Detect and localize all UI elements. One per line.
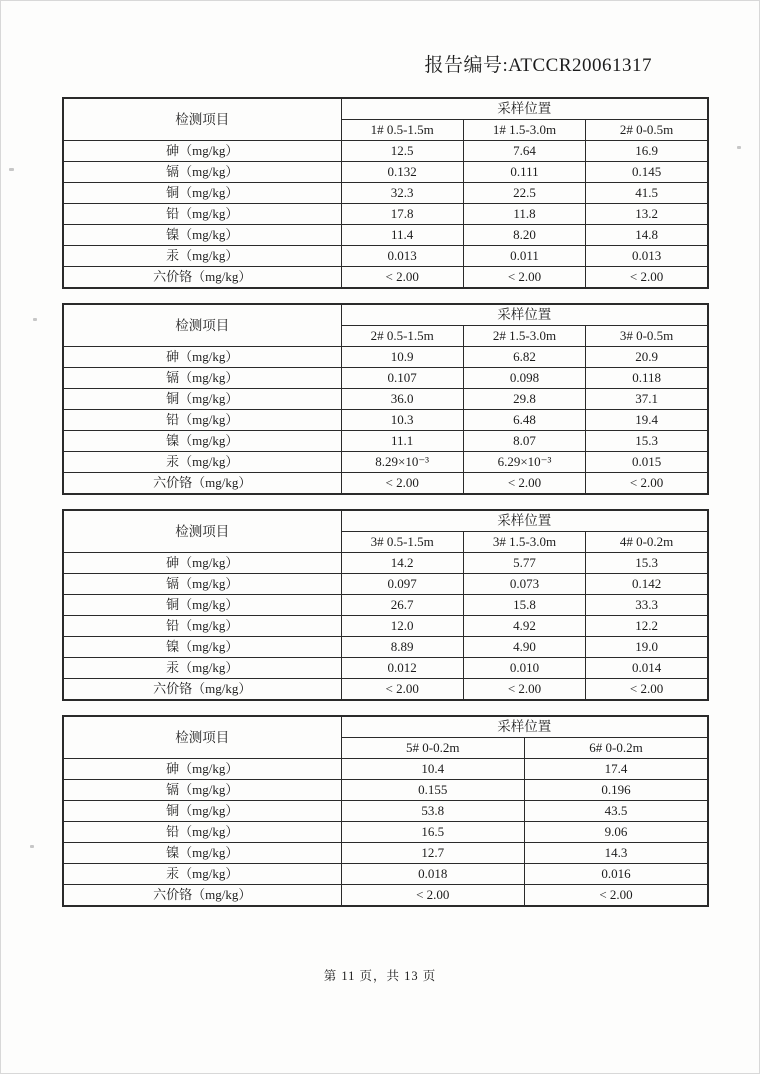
row-label: 汞（mg/kg）	[63, 864, 341, 885]
column-header: 2# 0-0.5m	[586, 120, 708, 141]
header-row-1	[63, 98, 708, 120]
tables-container	[62, 97, 707, 921]
value-cell: < 2.00	[341, 679, 463, 701]
table-row	[63, 267, 708, 289]
value-cell: 43.5	[525, 801, 709, 822]
value-cell: 11.4	[341, 225, 463, 246]
value-cell: 29.8	[463, 389, 585, 410]
row-label: 铜（mg/kg）	[63, 183, 341, 204]
scan-artifact	[30, 845, 34, 848]
row-label: 六价铬（mg/kg）	[63, 885, 341, 907]
value-cell: 0.015	[586, 452, 708, 473]
value-cell: 16.9	[586, 141, 708, 162]
measurement-table-3	[62, 509, 709, 701]
value-cell: 0.107	[341, 368, 463, 389]
value-cell: 53.8	[341, 801, 525, 822]
value-cell: 14.2	[341, 553, 463, 574]
location-header: 采样位置	[341, 716, 708, 738]
row-label: 铅（mg/kg）	[63, 410, 341, 431]
table-row	[63, 225, 708, 246]
row-label: 镍（mg/kg）	[63, 637, 341, 658]
value-cell: 22.5	[463, 183, 585, 204]
row-label: 砷（mg/kg）	[63, 759, 341, 780]
table-row	[63, 658, 708, 679]
column-header: 1# 0.5-1.5m	[341, 120, 463, 141]
table-row	[63, 246, 708, 267]
table-row	[63, 368, 708, 389]
value-cell: 0.010	[463, 658, 585, 679]
table-row	[63, 553, 708, 574]
column-header: 2# 1.5-3.0m	[463, 326, 585, 347]
value-cell: 8.20	[463, 225, 585, 246]
row-label: 铅（mg/kg）	[63, 616, 341, 637]
value-cell: 7.64	[463, 141, 585, 162]
value-cell: 4.92	[463, 616, 585, 637]
row-label: 镍（mg/kg）	[63, 431, 341, 452]
row-label: 砷（mg/kg）	[63, 141, 341, 162]
table-row	[63, 431, 708, 452]
header-row-1	[63, 510, 708, 532]
column-header: 1# 1.5-3.0m	[463, 120, 585, 141]
value-cell: 4.90	[463, 637, 585, 658]
value-cell: 8.29×10⁻³	[341, 452, 463, 473]
value-cell: 0.011	[463, 246, 585, 267]
value-cell: 0.018	[341, 864, 525, 885]
location-header: 采样位置	[341, 304, 708, 326]
row-label: 镉（mg/kg）	[63, 368, 341, 389]
item-col-header: 检测项目	[63, 510, 341, 553]
value-cell: < 2.00	[586, 267, 708, 289]
value-cell: < 2.00	[586, 473, 708, 495]
table-row	[63, 864, 708, 885]
row-label: 镉（mg/kg）	[63, 574, 341, 595]
value-cell: 16.5	[341, 822, 525, 843]
value-cell: 10.9	[341, 347, 463, 368]
table-row	[63, 204, 708, 225]
value-cell: 19.4	[586, 410, 708, 431]
value-cell: 41.5	[586, 183, 708, 204]
table-row	[63, 780, 708, 801]
column-header: 4# 0-0.2m	[586, 532, 708, 553]
value-cell: 0.098	[463, 368, 585, 389]
value-cell: 6.48	[463, 410, 585, 431]
report-number: 报告编号:ATCCR20061317	[424, 55, 652, 76]
value-cell: 11.8	[463, 204, 585, 225]
value-cell: 32.3	[341, 183, 463, 204]
measurement-table-4	[62, 715, 709, 907]
value-cell: < 2.00	[341, 267, 463, 289]
value-cell: 15.3	[586, 431, 708, 452]
item-col-header: 检测项目	[63, 716, 341, 759]
column-header: 3# 0.5-1.5m	[341, 532, 463, 553]
row-label: 铅（mg/kg）	[63, 204, 341, 225]
table-row	[63, 141, 708, 162]
table-row	[63, 885, 708, 907]
column-header: 3# 1.5-3.0m	[463, 532, 585, 553]
table-row	[63, 347, 708, 368]
table-row	[63, 595, 708, 616]
row-label: 六价铬（mg/kg）	[63, 473, 341, 495]
value-cell: < 2.00	[341, 473, 463, 495]
table-row	[63, 389, 708, 410]
column-header: 3# 0-0.5m	[586, 326, 708, 347]
row-label: 砷（mg/kg）	[63, 347, 341, 368]
value-cell: 10.3	[341, 410, 463, 431]
row-label: 铜（mg/kg）	[63, 801, 341, 822]
value-cell: < 2.00	[463, 267, 585, 289]
value-cell: 0.012	[341, 658, 463, 679]
value-cell: 6.29×10⁻³	[463, 452, 585, 473]
value-cell: 0.016	[525, 864, 709, 885]
location-header: 采样位置	[341, 510, 708, 532]
table-row	[63, 183, 708, 204]
row-label: 汞（mg/kg）	[63, 246, 341, 267]
value-cell: < 2.00	[463, 473, 585, 495]
table-row	[63, 452, 708, 473]
value-cell: 8.07	[463, 431, 585, 452]
value-cell: 8.89	[341, 637, 463, 658]
value-cell: 0.132	[341, 162, 463, 183]
row-label: 汞（mg/kg）	[63, 658, 341, 679]
scan-artifact	[33, 318, 37, 321]
table-row	[63, 679, 708, 701]
value-cell: 0.073	[463, 574, 585, 595]
value-cell: 0.118	[586, 368, 708, 389]
table-row	[63, 801, 708, 822]
value-cell: 13.2	[586, 204, 708, 225]
value-cell: 0.196	[525, 780, 709, 801]
value-cell: 0.013	[586, 246, 708, 267]
value-cell: < 2.00	[525, 885, 709, 907]
table-row	[63, 473, 708, 495]
row-label: 汞（mg/kg）	[63, 452, 341, 473]
value-cell: 0.111	[463, 162, 585, 183]
header-row-1	[63, 716, 708, 738]
measurement-table-2	[62, 303, 709, 495]
row-label: 铅（mg/kg）	[63, 822, 341, 843]
value-cell: 14.8	[586, 225, 708, 246]
value-cell: 15.3	[586, 553, 708, 574]
table-row	[63, 822, 708, 843]
value-cell: 33.3	[586, 595, 708, 616]
table-row	[63, 843, 708, 864]
value-cell: 5.77	[463, 553, 585, 574]
column-header: 6# 0-0.2m	[525, 738, 709, 759]
value-cell: 17.8	[341, 204, 463, 225]
scan-artifact	[737, 146, 741, 149]
table-row	[63, 410, 708, 431]
row-label: 镉（mg/kg）	[63, 162, 341, 183]
value-cell: 11.1	[341, 431, 463, 452]
value-cell: 0.097	[341, 574, 463, 595]
value-cell: 19.0	[586, 637, 708, 658]
value-cell: < 2.00	[463, 679, 585, 701]
value-cell: 36.0	[341, 389, 463, 410]
value-cell: 0.142	[586, 574, 708, 595]
value-cell: 9.06	[525, 822, 709, 843]
measurement-table-1	[62, 97, 709, 289]
table-row	[63, 616, 708, 637]
location-header: 采样位置	[341, 98, 708, 120]
value-cell: 12.0	[341, 616, 463, 637]
value-cell: 37.1	[586, 389, 708, 410]
row-label: 镍（mg/kg）	[63, 843, 341, 864]
scan-artifact	[9, 168, 14, 171]
value-cell: 14.3	[525, 843, 709, 864]
value-cell: < 2.00	[586, 679, 708, 701]
row-label: 镍（mg/kg）	[63, 225, 341, 246]
table-row	[63, 574, 708, 595]
column-header: 5# 0-0.2m	[341, 738, 525, 759]
item-col-header: 检测项目	[63, 98, 341, 141]
row-label: 砷（mg/kg）	[63, 553, 341, 574]
value-cell: 6.82	[463, 347, 585, 368]
value-cell: 12.2	[586, 616, 708, 637]
row-label: 镉（mg/kg）	[63, 780, 341, 801]
row-label: 六价铬（mg/kg）	[63, 679, 341, 701]
page-footer: 第 11 页，共 13 页	[323, 969, 437, 983]
value-cell: < 2.00	[341, 885, 525, 907]
table-row	[63, 162, 708, 183]
value-cell: 15.8	[463, 595, 585, 616]
value-cell: 10.4	[341, 759, 525, 780]
value-cell: 17.4	[525, 759, 709, 780]
table-row	[63, 759, 708, 780]
value-cell: 26.7	[341, 595, 463, 616]
value-cell: 12.7	[341, 843, 525, 864]
item-col-header: 检测项目	[63, 304, 341, 347]
row-label: 铜（mg/kg）	[63, 389, 341, 410]
value-cell: 0.013	[341, 246, 463, 267]
value-cell: 0.014	[586, 658, 708, 679]
value-cell: 20.9	[586, 347, 708, 368]
column-header: 2# 0.5-1.5m	[341, 326, 463, 347]
row-label: 六价铬（mg/kg）	[63, 267, 341, 289]
header-row-1	[63, 304, 708, 326]
value-cell: 12.5	[341, 141, 463, 162]
table-row	[63, 637, 708, 658]
value-cell: 0.145	[586, 162, 708, 183]
row-label: 铜（mg/kg）	[63, 595, 341, 616]
value-cell: 0.155	[341, 780, 525, 801]
